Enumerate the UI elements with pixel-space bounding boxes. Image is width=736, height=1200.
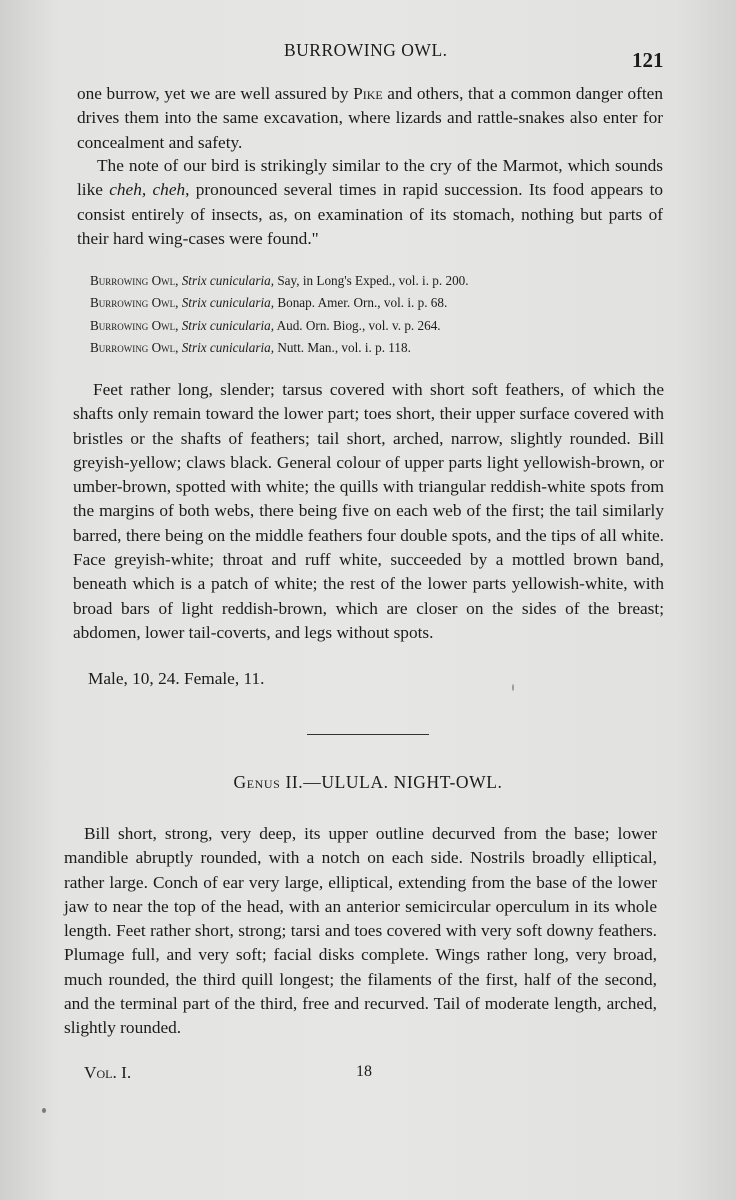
running-head: BURROWING OWL. [284, 40, 448, 60]
synonym-latin-name: Strix cunicularia, [181, 295, 275, 311]
volume-label: Vol. I. [84, 1063, 132, 1082]
paragraph-genus-description: Bill short, strong, very deep, its upper outline decurved from the base; lower mandible abruptly rounded, with a notch on each side. Nostrils broadly elliptical, rather large. Conch of ear very large, elliptical, extending from the base of the lower jaw to near the top of the head, with an anterior semicircular operculum in its whole length. Feet rather short, strong; tarsi and toes covered with very soft downy feathers. Plumage full, and very soft; facial disks complete. Wings rather long, very broad, much rounded, the third quill longest; the filaments of the first, half of the second, and the terminal part of the third, free and recurved. Tail of moderate length, arched, slightly rounded. [64, 824, 657, 1038]
paper-speck [512, 684, 514, 691]
paragraph-burrow-sharing: one burrow, yet we are well assured by Pike and others, that a common danger often drives them into the same excavation, where lizards and rattle-snakes also enter for concealment and safety. [77, 84, 663, 152]
page-header [0, 38, 736, 72]
genus-heading [0, 772, 736, 793]
synonym-common-name: Burrowing Owl, [90, 339, 179, 355]
synonym-latin-name: Strix cunicularia, [181, 273, 275, 288]
synonym-latin-name: Strix cunicularia, [181, 317, 275, 333]
paragraph-species-description: Feet rather long, slender; tarsus covered with short soft feathers, of which the shafts only remain toward the lower part; toes short, their upper surface covered with bristles or the shafts of feathers; tail short, arched, narrow, slightly rounded. Bill greyish-yellow; claws black. General colour of upper parts light yellowish-brown, or umber-brown, spotted with white; the quills with triangular reddish-white spots from the margins of both webs, there being five on each web of the first; the tail similarly barred, there being on the middle feathers four double spots, and the tips of all white. Face greyish-white; throat and ruff white, succeeded by a mottled brown band, beneath which is a patch of white; the rest of the lower parts yellowish-white, with broad bars of light reddish-brown, which are closer on the sides of the breast; abdomen, lower tail-coverts, and legs without spots. [73, 380, 664, 642]
page-footer [0, 1063, 736, 1089]
genus-title: II.—ULULA. NIGHT-OWL. [285, 772, 503, 792]
page-number: 121 [632, 48, 664, 72]
paper-speck [42, 1108, 46, 1113]
synonym-entry [90, 337, 610, 359]
synonym-common-name: Burrowing Owl, [90, 295, 179, 311]
genus-label: Genus [233, 772, 281, 792]
signature-mark: 18 [356, 1063, 372, 1080]
synonym-reference: Aud. Orn. Biog., vol. v. p. 264. [276, 317, 441, 333]
measurements: Male, 10, 24. Female, 11. [88, 669, 265, 688]
synonym-common-name: Burrowing Owl, [90, 273, 179, 288]
synonym-reference: Nutt. Man., vol. i. p. 118. [277, 339, 411, 355]
synonym-entry [90, 315, 610, 337]
synonym-list [90, 270, 610, 359]
paragraph-bird-note: The note of our bird is strikingly similar to the cry of the Marmot, which sounds like cheh, cheh, pronounced several times in rapid succession. Its food appears to consist entirely of insects, as, on examination of its stomach, nothing but parts of their hard wing-cases were found." [77, 156, 664, 248]
synonym-entry [90, 292, 610, 314]
synonym-entry [90, 270, 610, 292]
synonym-reference: Say, in Long's Exped., vol. i. p. 200. [277, 273, 469, 288]
synonym-latin-name: Strix cunicularia, [181, 339, 275, 355]
synonym-common-name: Burrowing Owl, [90, 317, 179, 333]
synonym-reference: Bonap. Amer. Orn., vol. i. p. 68. [277, 295, 448, 311]
section-divider [307, 734, 429, 735]
